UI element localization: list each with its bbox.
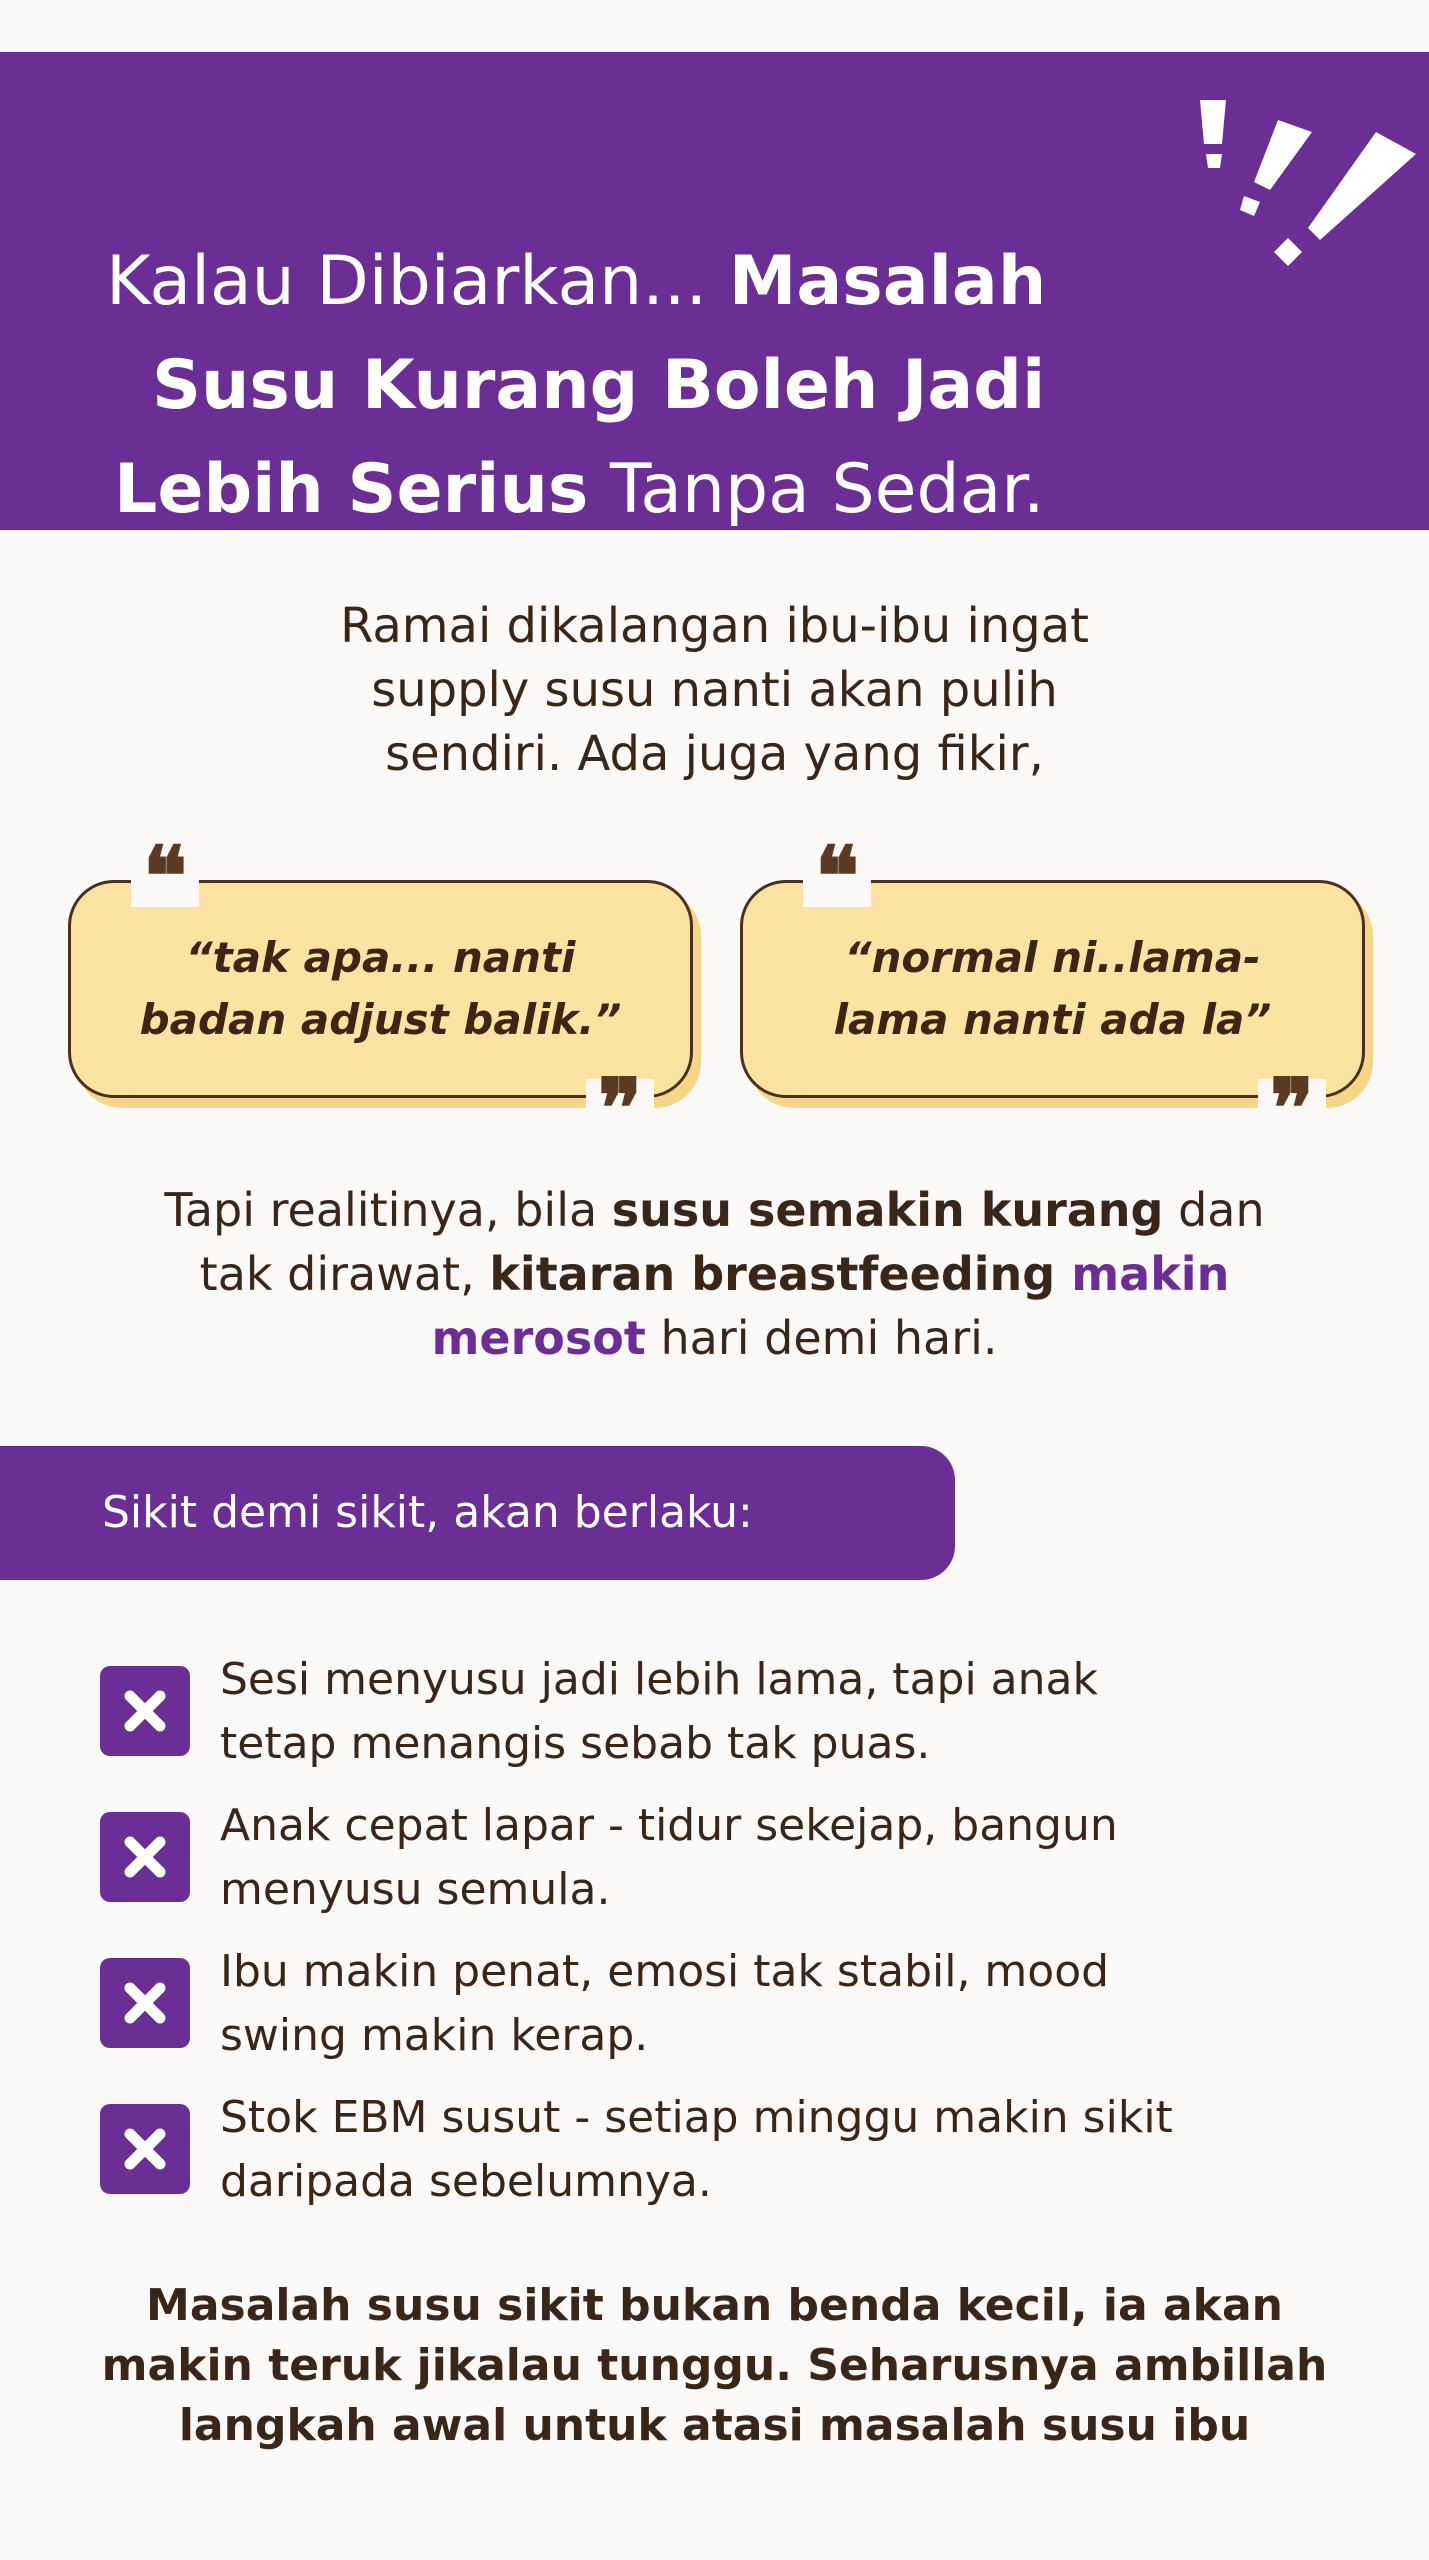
page-title [100, 230, 1280, 542]
list-item-text [220, 1794, 1118, 1922]
title-bold-2: Susu Kurang Boleh Jadi [152, 346, 1046, 425]
title-regular-1: Kalau Dibiarkan... [106, 242, 729, 321]
reality-paragraph [0, 1178, 1429, 1370]
list-item-line-1: Sesi menyusu jadi lebih lama, tapi anak [220, 1654, 1098, 1705]
x-box-icon [100, 1666, 190, 1756]
intro-line-1: Ramai dikalangan ibu-ibu ingat [340, 598, 1089, 654]
reality-line-2 [0, 1242, 1429, 1306]
closing-line-2: makin teruk jikalau tunggu. Seharusnya ambillah [101, 2340, 1328, 2391]
title-regular-3: Tanpa Sedar. [588, 450, 1045, 529]
closing-line-3: langkah awal untuk atasi masalah susu ibu [178, 2400, 1251, 2451]
closing-line-1: Masalah susu sikit bukan benda kecil, ia akan [146, 2280, 1283, 2331]
list-item [100, 2086, 1320, 2210]
quote-text-1 [71, 927, 690, 1051]
title-line-1 [100, 230, 1280, 334]
quote-2-line-2: lama nanti ada la” [833, 995, 1272, 1044]
reality-line-3 [0, 1306, 1429, 1370]
list-item-line-2: swing makin kerap. [220, 2010, 649, 2061]
quote-close-icon: ❞ [586, 1079, 654, 1139]
closing-paragraph [0, 2276, 1429, 2456]
x-box-icon [100, 1958, 190, 2048]
reality-text: hari demi hari. [645, 1311, 998, 1365]
reality-accent: merosot [431, 1311, 646, 1365]
list-item-text [220, 1940, 1109, 2068]
intro-line-2: supply susu nanti akan pulih [371, 662, 1058, 718]
list-item [100, 1940, 1320, 2064]
list-item [100, 1648, 1320, 1772]
list-item-line-2: daripada sebelumnya. [220, 2156, 712, 2207]
list-item-line-1: Anak cepat lapar - tidur sekejap, bangun [220, 1800, 1118, 1851]
quote-open-icon: ❝ [803, 847, 871, 907]
quote-card-1 [68, 829, 693, 1157]
reality-text: tak dirawat, [199, 1247, 490, 1301]
intro-paragraph [0, 594, 1429, 786]
list-item [100, 1794, 1320, 1918]
intro-line-3: sendiri. Ada juga yang fikir, [385, 726, 1044, 782]
list-item-line-1: Stok EBM susut - setiap minggu makin sikit [220, 2092, 1173, 2143]
x-box-icon [100, 2104, 190, 2194]
quote-open-icon: ❝ [131, 847, 199, 907]
title-line-2 [100, 334, 1280, 438]
title-bold-1: Masalah [728, 242, 1047, 321]
reality-line-1 [0, 1178, 1429, 1242]
list-item-line-1: Ibu makin penat, emosi tak stabil, mood [220, 1946, 1110, 1997]
reality-highlight: susu semakin kurang [611, 1183, 1164, 1237]
quote-text-2 [743, 927, 1362, 1051]
list-item-line-2: menyusu semula. [220, 1864, 611, 1915]
quote-1-line-1: “tak apa... nanti [185, 933, 576, 982]
section-banner [0, 1446, 955, 1580]
section-label: Sikit demi sikit, akan berlaku: [102, 1487, 753, 1538]
reality-text: dan [1163, 1183, 1265, 1237]
quote-card-2 [740, 829, 1365, 1157]
quote-close-icon: ❞ [1258, 1079, 1326, 1139]
quote-1-line-2: badan adjust balik.” [139, 995, 622, 1044]
list-item-text [220, 1648, 1098, 1776]
title-line-3 [100, 438, 1280, 542]
list-item-line-2: tetap menangis sebab tak puas. [220, 1718, 931, 1769]
quote-2-line-1: “normal ni..lama- [844, 933, 1261, 982]
reality-highlight: kitaran breastfeeding [489, 1247, 1056, 1301]
reality-text: Tapi realitinya, bila [164, 1183, 612, 1237]
list-item-text [220, 2086, 1173, 2214]
hero-banner [0, 52, 1429, 530]
reality-accent: makin [1055, 1247, 1230, 1301]
x-box-icon [100, 1812, 190, 1902]
title-bold-3: Lebih Serius [114, 450, 589, 529]
